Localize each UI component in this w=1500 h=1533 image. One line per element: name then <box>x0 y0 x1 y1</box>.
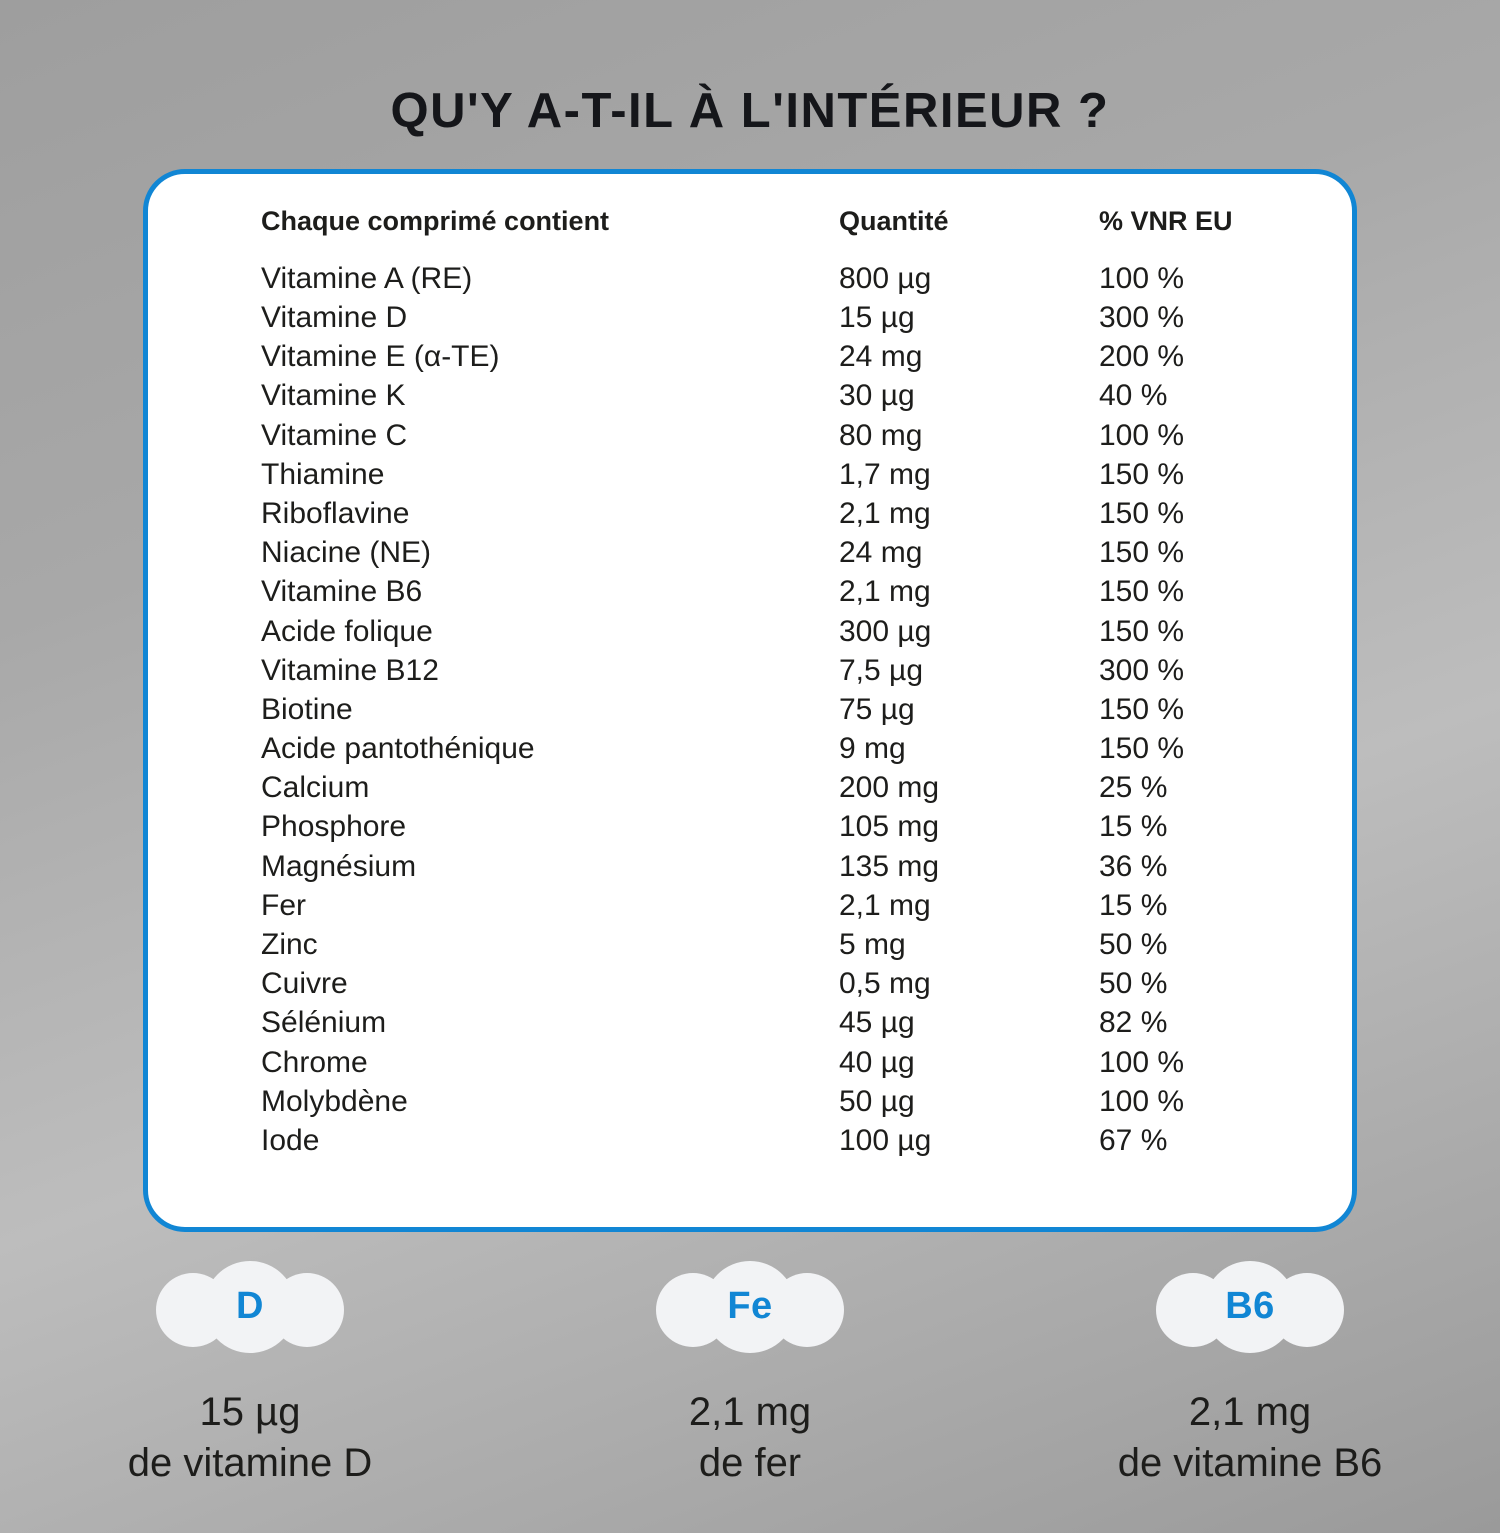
pill-icon-vitamin-d <box>150 1261 350 1353</box>
highlights-row <box>0 1261 1500 1489</box>
nutrient-vnr: 300 % <box>1099 653 1185 687</box>
column-header-vnr: % VNR EU <box>1099 205 1233 236</box>
table-row <box>261 850 1301 889</box>
nutrient-vnr: 200 % <box>1099 340 1185 374</box>
nutrient-vnr: 67 % <box>1099 1123 1168 1157</box>
nutrient-name: Iode <box>261 1123 320 1157</box>
nutrient-vnr: 36 % <box>1099 849 1168 883</box>
column-header-quantity: Quantité <box>839 205 949 236</box>
nutrient-name: Acide pantothénique <box>261 732 535 766</box>
nutrient-quantity: 200 mg <box>839 771 940 805</box>
highlight-amount: 15 µg <box>199 1389 301 1434</box>
table-row <box>261 301 1301 340</box>
nutrient-quantity: 45 µg <box>839 1006 915 1040</box>
highlight-vitamin-b6 <box>1000 1261 1500 1489</box>
nutrient-quantity: 0,5 mg <box>839 967 931 1001</box>
nutrient-name: Thiamine <box>261 457 385 491</box>
highlight-amount: 2,1 mg <box>1188 1389 1312 1434</box>
nutrient-vnr: 100 % <box>1099 1045 1185 1079</box>
pill-symbol: Fe <box>727 1285 773 1328</box>
nutrient-vnr: 150 % <box>1099 614 1185 648</box>
nutrient-name: Phosphore <box>261 810 407 844</box>
table-row <box>261 340 1301 379</box>
nutrient-quantity: 1,7 mg <box>839 457 931 491</box>
nutrient-name: Chrome <box>261 1045 368 1079</box>
nutrient-quantity: 135 mg <box>839 849 940 883</box>
table-row <box>261 262 1301 301</box>
nutrient-name: Zinc <box>261 928 318 962</box>
pill-symbol: D <box>236 1285 264 1328</box>
highlight-iron <box>500 1261 1000 1489</box>
nutrient-vnr: 50 % <box>1099 967 1168 1001</box>
highlight-caption <box>689 1387 811 1489</box>
nutrient-vnr: 82 % <box>1099 1006 1168 1040</box>
table-row <box>261 771 1301 810</box>
nutrient-name: Molybdène <box>261 1084 408 1118</box>
nutrient-vnr: 150 % <box>1099 457 1185 491</box>
nutrient-vnr: 40 % <box>1099 379 1168 413</box>
nutrient-quantity: 2,1 mg <box>839 575 931 609</box>
nutrient-name: Cuivre <box>261 967 348 1001</box>
table-row <box>261 693 1301 732</box>
nutrient-vnr: 150 % <box>1099 575 1185 609</box>
table-row <box>261 1124 1301 1163</box>
nutrient-quantity: 9 mg <box>839 732 906 766</box>
nutrient-quantity: 105 mg <box>839 810 940 844</box>
nutrient-quantity: 24 mg <box>839 536 923 570</box>
pill-symbol: B6 <box>1225 1285 1275 1328</box>
pill-icon-vitamin-b6 <box>1150 1261 1350 1353</box>
nutrient-vnr: 15 % <box>1099 810 1168 844</box>
highlight-amount: 2,1 mg <box>688 1389 812 1434</box>
nutrient-quantity: 30 µg <box>839 379 915 413</box>
nutrient-vnr: 25 % <box>1099 771 1168 805</box>
highlight-description: de vitamine B6 <box>1117 1441 1383 1486</box>
highlight-caption <box>1118 1387 1383 1489</box>
nutrient-name: Vitamine C <box>261 418 408 452</box>
nutrient-name: Niacine (NE) <box>261 536 432 570</box>
nutrient-quantity: 75 µg <box>839 692 915 726</box>
nutrient-name: Vitamine K <box>261 379 406 413</box>
table-row <box>261 654 1301 693</box>
nutrient-name: Acide folique <box>261 614 433 648</box>
nutrient-quantity: 50 µg <box>839 1084 915 1118</box>
table-row <box>261 810 1301 849</box>
nutrient-name: Vitamine D <box>261 301 408 335</box>
table-row <box>261 1006 1301 1045</box>
highlight-description: de vitamine D <box>127 1441 373 1486</box>
nutrient-vnr: 100 % <box>1099 261 1185 295</box>
nutrient-quantity: 2,1 mg <box>839 496 931 530</box>
nutrient-quantity: 5 mg <box>839 928 906 962</box>
nutrient-vnr: 100 % <box>1099 418 1185 452</box>
ingredients-table <box>261 206 1301 1163</box>
table-row <box>261 458 1301 497</box>
table-row <box>261 967 1301 1006</box>
nutrient-quantity: 800 µg <box>839 261 932 295</box>
ingredients-card <box>143 169 1357 1232</box>
nutrient-vnr: 150 % <box>1099 496 1185 530</box>
nutrient-name: Vitamine B12 <box>261 653 439 687</box>
nutrient-vnr: 150 % <box>1099 536 1185 570</box>
nutrient-quantity: 40 µg <box>839 1045 915 1079</box>
table-row <box>261 575 1301 614</box>
nutrient-vnr: 150 % <box>1099 692 1185 726</box>
highlight-vitamin-d <box>0 1261 500 1489</box>
nutrient-quantity: 100 µg <box>839 1123 932 1157</box>
nutrient-vnr: 300 % <box>1099 301 1185 335</box>
pill-icon-iron <box>650 1261 850 1353</box>
table-row <box>261 1046 1301 1085</box>
nutrient-quantity: 80 mg <box>839 418 923 452</box>
nutrient-name: Fer <box>261 888 306 922</box>
highlight-caption <box>128 1387 373 1489</box>
nutrient-vnr: 150 % <box>1099 732 1185 766</box>
table-row <box>261 889 1301 928</box>
table-row <box>261 928 1301 967</box>
nutrient-quantity: 7,5 µg <box>839 653 924 687</box>
nutrient-vnr: 100 % <box>1099 1084 1185 1118</box>
nutrient-name: Magnésium <box>261 849 417 883</box>
nutrient-vnr: 50 % <box>1099 928 1168 962</box>
table-row <box>261 732 1301 771</box>
nutrient-quantity: 15 µg <box>839 301 915 335</box>
page-title: QU'Y A-T-IL À L'INTÉRIEUR ? <box>390 83 1110 138</box>
table-header-row <box>261 206 1301 262</box>
nutrient-name: Vitamine A (RE) <box>261 261 473 295</box>
table-row <box>261 1085 1301 1124</box>
nutrient-quantity: 300 µg <box>839 614 932 648</box>
nutrient-name: Vitamine B6 <box>261 575 423 609</box>
table-row <box>261 536 1301 575</box>
table-row <box>261 497 1301 536</box>
nutrient-name: Calcium <box>261 771 370 805</box>
nutrient-vnr: 15 % <box>1099 888 1168 922</box>
nutrient-name: Riboflavine <box>261 496 410 530</box>
nutrient-name: Sélénium <box>261 1006 387 1040</box>
nutrient-name: Biotine <box>261 692 353 726</box>
highlight-description: de fer <box>698 1441 802 1486</box>
nutrient-quantity: 2,1 mg <box>839 888 931 922</box>
nutrition-facts-page <box>0 33 1500 1533</box>
table-row <box>261 615 1301 654</box>
table-row <box>261 419 1301 458</box>
nutrient-quantity: 24 mg <box>839 340 923 374</box>
column-header-name: Chaque comprimé contient <box>261 205 610 236</box>
table-row <box>261 379 1301 418</box>
nutrient-name: Vitamine E (α-TE) <box>261 340 500 374</box>
